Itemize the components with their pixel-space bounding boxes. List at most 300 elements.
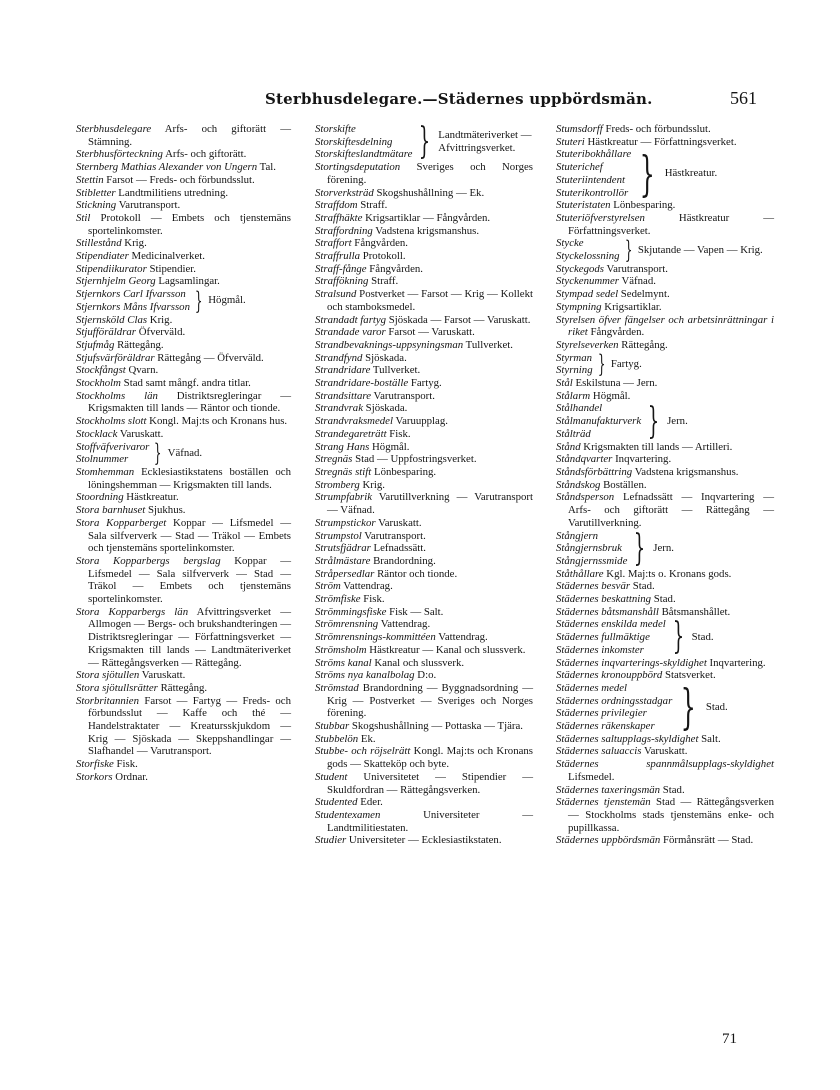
index-entry [315, 593, 533, 606]
index-term: Styrman [556, 351, 592, 364]
index-entry [315, 441, 533, 454]
index-term: Stjernsköld Clas [76, 313, 148, 326]
brace-mark: } [647, 400, 660, 442]
index-entry [76, 504, 291, 517]
index-reference: Lefnadssätt. [370, 542, 426, 555]
index-reference: Stad. [660, 783, 685, 796]
index-reference: Vattendrag. [378, 618, 431, 631]
index-reference: Fångvården. [587, 326, 645, 339]
index-term: Strömstad [315, 681, 359, 694]
index-term: Städernes besvär [556, 580, 631, 593]
index-term: Stil [76, 211, 91, 224]
index-reference: Universiteter — Landtmilitiestaten. [327, 808, 533, 834]
index-entry [315, 745, 533, 770]
index-term: Städernes saltupplags-skyldighet [556, 732, 699, 745]
index-term: Stockholms slott [76, 415, 147, 428]
index-term: Sterbhusdelegare [76, 123, 152, 135]
index-entry [315, 390, 533, 403]
index-term: Stipendiikurator [76, 262, 147, 275]
index-reference: Landtmäteriverket — Afvittringsverket. [438, 129, 532, 155]
index-term: Stångjernsbruk [556, 542, 622, 555]
index-reference: Hästkreatur — Författningsverket. [568, 211, 774, 237]
index-term: Stångjern [556, 529, 598, 542]
index-entry [76, 352, 291, 365]
index-reference: Krigsartiklar — Fångvården. [362, 211, 491, 224]
index-reference: Koppar — Lifsmedel — Sala silfververk — Stad — Träkol — Embets och tjenstemäns sportelinkomster. [88, 516, 291, 555]
index-entry [76, 428, 291, 441]
index-entry [76, 390, 291, 415]
index-term: Styrning [556, 364, 593, 377]
index-entry-group [556, 679, 774, 736]
index-entry [556, 669, 774, 682]
index-reference: Högmål. [369, 440, 410, 453]
index-entry [556, 568, 774, 581]
index-term: Strandvraksmedel [315, 415, 393, 428]
index-reference: Landtmilitiens utredning. [115, 186, 229, 199]
index-term: Storkors [76, 770, 113, 783]
index-term: Storverksträd [315, 186, 374, 199]
index-entry [556, 784, 774, 797]
index-reference: Rättegång. [157, 681, 208, 694]
index-term: Stympad sedel [556, 288, 619, 301]
index-term: Strandsittare [315, 389, 371, 402]
index-reference: Tullverket. [370, 364, 421, 377]
index-term: Stumsdorff [556, 123, 603, 135]
index-reference: Ordnar. [112, 770, 148, 783]
index-entry [556, 733, 774, 746]
index-reference: Varuskatt. [117, 427, 164, 440]
index-entry [556, 301, 774, 314]
index-reference: Lönbesparing. [610, 199, 676, 212]
index-entry [76, 174, 291, 187]
index-reference: Båtsmanshållet. [658, 605, 731, 618]
index-reference: Stad. [691, 631, 714, 644]
index-term: Stjernkors Carl Ifvarsson [76, 288, 186, 301]
index-reference: Varutransport. [116, 199, 181, 212]
index-entry [315, 606, 533, 619]
index-reference: Distriktsregleringar — Krigsmakten till lands — Räntor och tionde. [88, 389, 291, 415]
index-entry [315, 682, 533, 720]
index-reference: Straff. [357, 199, 388, 212]
index-term: Ström [315, 580, 341, 593]
index-reference: Farsot — Freds- och förbundsslut. [103, 173, 255, 186]
index-reference: Varuupplag. [392, 415, 448, 428]
index-entry [556, 199, 774, 212]
index-entry [315, 530, 533, 543]
index-entry [556, 136, 774, 149]
index-reference: Vadstena krigsmanshus. [632, 465, 739, 478]
index-reference: Fisk. [386, 427, 411, 440]
index-entry [556, 745, 774, 758]
index-term: Stora Kopparbergs län [76, 605, 189, 618]
index-entry [556, 314, 774, 339]
index-entry [76, 669, 291, 682]
index-entry [315, 187, 533, 200]
index-term: Stuterichef [556, 161, 603, 174]
index-reference: Lönbesparing. [371, 465, 437, 478]
index-term: Stjernhjelm Georg [76, 275, 156, 288]
index-term: Styckenummer [556, 275, 619, 288]
index-reference: Arfs- och giftorätt. [162, 148, 247, 161]
index-term: Strumpstol [315, 529, 362, 542]
index-reference: Stad — Uppfostringsverket. [352, 453, 477, 466]
index-term: Städernes spannmålsupplags-skyldighet [556, 758, 774, 771]
index-term: Ståndqvarter [556, 453, 613, 466]
index-reference: Straff. [368, 275, 399, 288]
index-entry [76, 771, 291, 784]
index-term: Stibletter [76, 186, 116, 199]
index-entry [315, 415, 533, 428]
index-entry [76, 161, 291, 174]
index-term: Städernes privilegier [556, 707, 647, 720]
index-term: Stubbe- och röjselrätt [315, 745, 411, 758]
index-entry [315, 644, 533, 657]
index-term: Stuteriöfverstyrelsen [556, 211, 645, 224]
index-entry [556, 288, 774, 301]
index-term: Stoffväfverivaror [76, 440, 150, 453]
index-term: Städernes beskattning [556, 593, 652, 606]
index-reference: Brandordning — Byggnadsordning — Krig — Postverket — Sveriges och Norges förening. [327, 681, 533, 720]
index-reference: Väfnad. [167, 446, 203, 459]
index-term: Stickning [76, 199, 117, 212]
index-entry [556, 453, 774, 466]
index-reference: Inqvartering. [612, 453, 672, 466]
index-reference: Tal. [257, 161, 276, 174]
index-entry [76, 263, 291, 276]
index-term: Stockholms län [76, 389, 158, 402]
index-term: Stregnäs [315, 453, 353, 466]
index-term: Städernes inqvarterings-skyldighet [556, 656, 707, 669]
index-entry [76, 275, 291, 288]
index-reference: Vattendrag. [435, 631, 488, 644]
index-entry [556, 466, 774, 479]
index-reference: Varutillverkning — Varutransport — Väfnad. [327, 491, 533, 517]
index-term: Stuteristaten [556, 199, 611, 212]
index-reference: Eskilstuna — Jern. [572, 377, 658, 390]
index-term: Strandade varor [315, 326, 386, 339]
index-term: Städernes fullmäktige [556, 631, 650, 644]
index-entry-group [556, 527, 774, 569]
index-reference: Jern. [653, 542, 674, 555]
index-term: Styrelseverken [556, 338, 619, 351]
index-reference: Skogshushållning — Pottaska — Tjära. [349, 720, 523, 733]
index-entry [315, 657, 533, 670]
index-entry [76, 237, 291, 250]
index-entry [556, 263, 774, 276]
index-term: Stora barnhuset [76, 504, 146, 517]
index-reference: Hästkreatur. [123, 491, 179, 504]
index-term: Studier [315, 834, 347, 847]
index-reference: Fartyg. [610, 358, 642, 370]
index-term: Storbritannien [76, 694, 139, 707]
index-entry [315, 402, 533, 415]
index-reference: Fisk — Salt. [386, 605, 444, 618]
index-entry [556, 796, 774, 834]
index-term: Städernes uppbördsmän [556, 834, 661, 847]
index-term: Storfiske [76, 758, 114, 771]
index-entry [76, 212, 291, 237]
index-entry [315, 364, 533, 377]
brace-mark: } [680, 679, 697, 736]
index-term: Sterbhusförteckning [76, 148, 163, 161]
index-column-3 [556, 123, 774, 847]
index-term: Strandfynd [315, 351, 363, 364]
index-entry [76, 491, 291, 504]
index-entry [556, 491, 774, 529]
index-reference: Stad. [651, 593, 676, 606]
index-entry [76, 326, 291, 339]
index-term: Ståndskog [556, 478, 601, 491]
index-reference: Sveriges och Norges förening. [327, 161, 533, 186]
index-term: Storskifteslandtmätare [315, 148, 413, 161]
index-term: Stjufsvärföräldrar [76, 351, 155, 364]
index-entry [76, 377, 291, 390]
index-entry [76, 466, 291, 491]
index-entry [315, 288, 533, 313]
index-reference: Jern. [667, 415, 688, 428]
index-entry [315, 580, 533, 593]
index-term: Stympning [556, 300, 602, 313]
index-entry [315, 453, 533, 466]
index-term: Styrelsen öfver fängelser och arbetsinrättningar i riket [556, 313, 774, 339]
index-reference: Protokoll — Embets och tjenstemäns sportelinkomster. [88, 211, 291, 237]
index-term: Stångjernssmide [556, 554, 628, 567]
index-entry [556, 123, 774, 136]
index-term: Sternberg Mathias Alexander von Ungern [76, 161, 258, 174]
index-entry [315, 618, 533, 631]
index-reference: Statsverket. [662, 669, 716, 682]
index-reference: Förmånsrätt — Stad. [660, 834, 754, 847]
index-entry [315, 326, 533, 339]
index-entry [315, 263, 533, 276]
index-reference: Sjukhus. [145, 504, 186, 517]
index-reference: Tullverket. [463, 338, 513, 351]
index-term: Stortingsdeputation [315, 161, 401, 174]
index-reference: Lifsmedel. [568, 770, 615, 783]
index-entry [556, 834, 774, 847]
index-entry-group [556, 402, 774, 440]
index-reference: Protokoll. [360, 250, 406, 263]
index-term: Stoordning [76, 491, 124, 504]
index-reference: Stipendier. [146, 262, 196, 275]
index-entry [76, 339, 291, 352]
brace-mark: } [154, 439, 162, 468]
index-entry [556, 657, 774, 670]
index-term: Städernes enskilda medel [556, 618, 666, 631]
index-entry [315, 720, 533, 733]
index-term: Stettin [76, 173, 104, 186]
index-entry [315, 479, 533, 492]
index-reference: Skjutande — Vapen — Krig. [637, 243, 763, 256]
index-entry [556, 606, 774, 619]
index-entry [556, 212, 774, 237]
index-reference: Farsot — Fartyg — Freds- och förbundsslut — Kaffe och thé — Handelstraktater — Kreatursskjukdom — Krig — Sjöskada — Skeppshandlingar — Slafhandel — Varutransport. [88, 694, 291, 758]
index-term: Straff-fånge [315, 262, 367, 275]
index-term: Städernes saluaccis [556, 745, 642, 758]
index-reference: Varuskatt. [641, 745, 688, 758]
index-term: Straffrulla [315, 250, 360, 263]
index-term: Stora Kopparberget [76, 516, 167, 529]
index-reference: Varutransport. [361, 529, 426, 542]
index-term: Stora sjötullen [76, 669, 140, 682]
index-term: Straffordning [315, 224, 373, 237]
index-reference: Stad samt mångf. andra titlar. [120, 377, 251, 390]
index-entry [315, 631, 533, 644]
index-term: Städernes båtsmanshåll [556, 605, 659, 618]
index-entry-group [76, 441, 291, 466]
index-entry [76, 364, 291, 377]
index-term: Stjufmåg [76, 338, 115, 351]
index-reference: Stad. [705, 700, 728, 713]
index-reference: Stad — Rättegångsverken — Stockholms stads tjenstemäns enke- och pupillkassa. [568, 796, 774, 834]
index-reference: Rättegång — Öfverväld. [154, 351, 264, 364]
index-reference: Koppar — Lifsmedel — Sala silfververk — Stad — Träkol — Embets och tjenstemäns sportelinkomster. [88, 554, 291, 606]
index-term: Stromberg [315, 478, 360, 491]
index-entry [315, 491, 533, 516]
index-entry [556, 593, 774, 606]
index-entry [315, 377, 533, 390]
index-reference: Hästkreatur. [664, 167, 718, 180]
index-term: Stocklack [76, 427, 118, 440]
index-reference: Universiteter — Ecklesiastikstaten. [346, 834, 502, 847]
index-reference: Rättegång. [618, 338, 668, 351]
brace-mark: } [639, 145, 656, 202]
index-term: Stubbelön [315, 732, 359, 745]
index-entry [76, 695, 291, 759]
index-entry [315, 237, 533, 250]
index-term: Storskiftesdelning [315, 135, 393, 148]
index-reference: Boställen. [600, 478, 647, 491]
index-entry [315, 275, 533, 288]
index-reference: Skogshushållning — Ek. [373, 186, 485, 199]
index-entry [315, 809, 533, 834]
index-reference: Ek. [358, 732, 376, 745]
index-term: Strömrensnings-kommittéen [315, 631, 436, 644]
index-entry [315, 314, 533, 327]
index-entry [76, 517, 291, 555]
index-term: Strömmingsfiske [315, 605, 387, 618]
index-reference: Vattendrag. [340, 580, 393, 593]
index-term: Strömsholm [315, 643, 367, 656]
index-term: Städernes inkomster [556, 643, 644, 656]
brace-mark: } [194, 286, 203, 315]
index-reference: Sjöskada. [362, 402, 408, 415]
index-term: Stockholm [76, 377, 121, 390]
index-term: Straffort [315, 237, 352, 250]
index-term: Stolnummer [76, 453, 129, 466]
brace-mark: } [672, 616, 684, 658]
index-term: Studented [315, 796, 358, 809]
index-entry [315, 352, 533, 365]
index-term: Strandadt fartyg [315, 313, 387, 326]
brace-mark: } [624, 236, 633, 265]
index-reference: Universitetet — Stipendier — Skuldfordran — Rättegångsverken. [327, 770, 533, 796]
index-term: Ströms nya kanalbolag [315, 669, 415, 682]
index-reference: Kongl. Maj:ts och Kronans hus. [146, 415, 288, 428]
index-term: Studentexamen [315, 808, 381, 821]
brace-mark: } [419, 121, 431, 163]
index-term: Ståndsförbättring [556, 465, 633, 478]
index-reference: Kanal och slussverk. [371, 656, 465, 669]
index-reference: Hästkreatur — Kanal och slussverk. [366, 643, 526, 656]
index-column-1 [76, 123, 291, 784]
index-entry [556, 580, 774, 593]
index-entry [315, 555, 533, 568]
index-term: Stora Kopparbergs bergslag [76, 554, 221, 567]
index-reference: Afvittringsverket — Allmogen — Bergs- och brukshandteringen — Distriktsregleringar — Författningsverket — Krigsmakten till lands — Landtmäteriverket — Rättegångsverken — Rättegång. [88, 605, 291, 669]
index-entry [76, 250, 291, 263]
index-reference: D:o. [414, 669, 437, 682]
index-entry [315, 542, 533, 555]
index-entry-group [556, 236, 774, 265]
index-term: Stuteribokhållare [556, 148, 632, 161]
index-entry [76, 199, 291, 212]
index-reference: Varuskatt. [375, 516, 422, 529]
index-term: Strandridare-boställe [315, 377, 409, 390]
index-term: Straffhäkte [315, 211, 363, 224]
index-term: Student [315, 770, 348, 783]
index-reference: Krig. [147, 313, 173, 326]
index-entry [556, 479, 774, 492]
index-term: Stål [556, 377, 573, 390]
index-reference: Varutransport. [603, 262, 668, 275]
index-reference: Räntor och tionde. [374, 567, 458, 580]
signature-number: 71 [722, 1031, 737, 1047]
index-term: Straffökning [315, 275, 369, 288]
index-column-2 [315, 123, 533, 847]
index-term: Stråpersedlar [315, 567, 375, 580]
index-reference: Arfs- och giftorätt — Stämning. [88, 123, 291, 148]
index-term: Strömrensning [315, 618, 379, 631]
index-term: Stubbar [315, 720, 350, 733]
index-term: Städernes tjenstemän [556, 796, 651, 809]
index-entry [556, 758, 774, 783]
index-entry [76, 682, 291, 695]
index-reference: Medicinalverket. [128, 250, 205, 263]
index-entry-group [76, 288, 291, 313]
index-entry [76, 415, 291, 428]
index-reference: Krigsmakten till lands — Artilleri. [580, 440, 733, 453]
index-reference: Högmål. [208, 294, 246, 307]
index-entry [76, 148, 291, 161]
index-reference: Krig. [359, 478, 385, 491]
index-reference: Lagsamlingar. [155, 275, 220, 288]
index-term: Städernes räkenskaper [556, 720, 655, 733]
index-term: Stuteri [556, 135, 585, 148]
page-number: 561 [730, 88, 757, 108]
index-reference: Väfnad. [618, 275, 656, 288]
index-entry [76, 187, 291, 200]
index-entry [76, 606, 291, 670]
index-term: Strandegareträtt [315, 427, 387, 440]
index-term: Strandvrak [315, 402, 363, 415]
brace-mark: } [597, 350, 606, 379]
index-reference: Öfverväld. [136, 326, 186, 339]
index-reference: Fångvården. [351, 237, 408, 250]
index-entry [76, 314, 291, 327]
index-term: Strålmästare [315, 554, 371, 567]
index-entry [556, 441, 774, 454]
index-entry-group [556, 145, 774, 202]
index-entry [315, 517, 533, 530]
index-term: Strumpfabrik [315, 491, 372, 504]
index-term: Straffdom [315, 199, 358, 212]
index-term: Strömfiske [315, 593, 361, 606]
index-entry [315, 339, 533, 352]
index-reference: Varutransport. [371, 389, 435, 402]
index-reference: Postverket — Farsot — Krig — Kollekt och stamboksmedel. [327, 288, 533, 313]
index-reference: Krig. [121, 237, 147, 250]
